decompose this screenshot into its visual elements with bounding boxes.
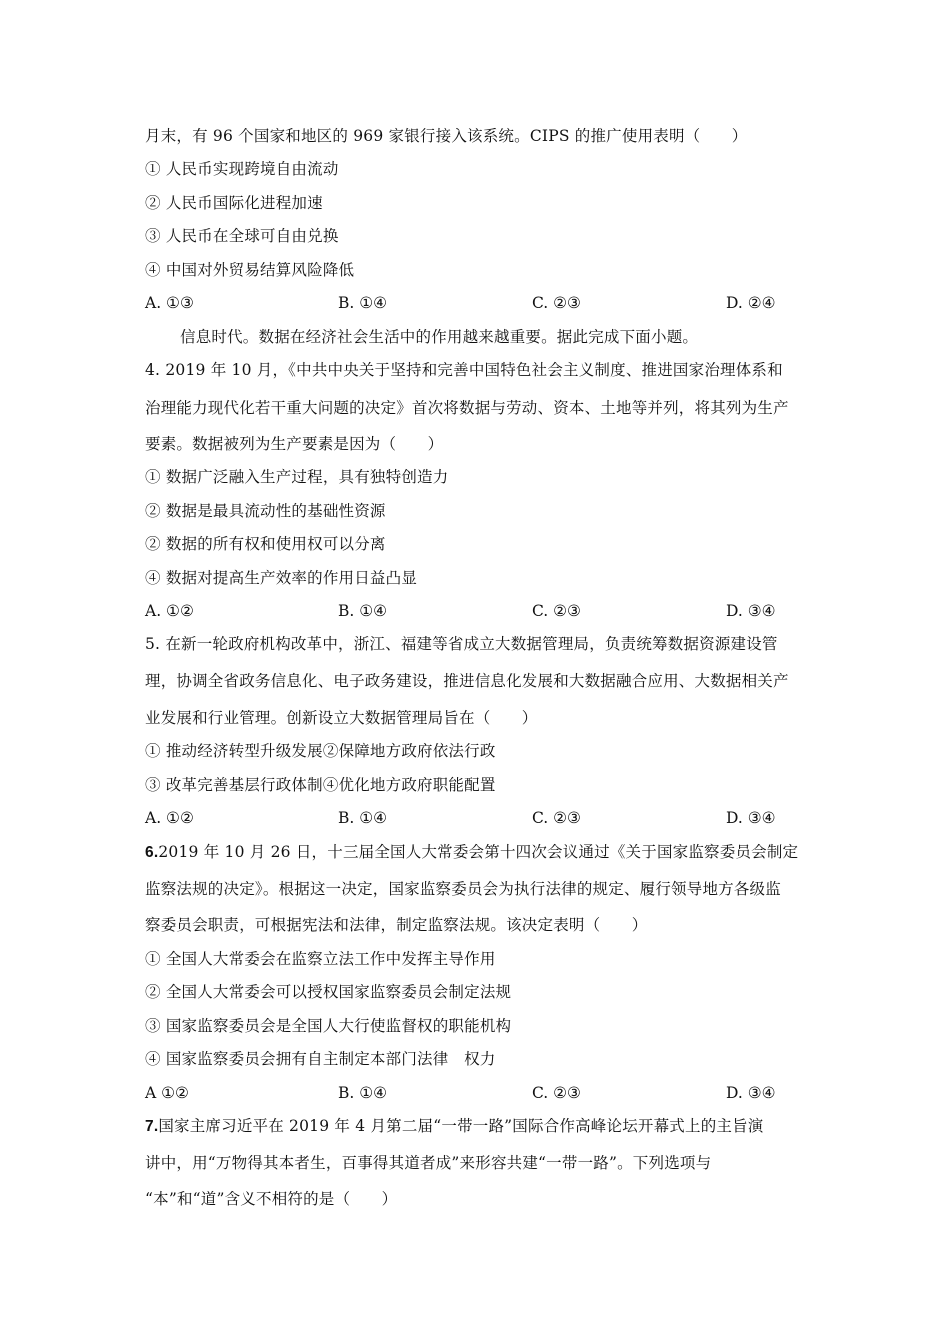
- q4-option-c: C. ②③: [532, 602, 581, 620]
- q7-number: 7.: [145, 1118, 159, 1135]
- q3-stem-line: 月末，有 96 个国家和地区的 969 家银行接入该系统。CIPS 的推广使用表明（ ）: [145, 127, 748, 145]
- q3-item-3: ③ 人民币在全球可自由兑换: [145, 227, 339, 245]
- q6-item-2: ② 全国人大常委会可以授权国家监察委员会制定法规: [145, 983, 512, 1001]
- q5-option-c: C. ②③: [532, 809, 581, 827]
- q6-item-3: ③ 国家监察委员会是全国人大行使监督权的职能机构: [145, 1017, 512, 1035]
- q6-options: [145, 1082, 805, 1104]
- q5-stem-line-2: 理，协调全省政务信息化、电子政务建设，推进信息化发展和大数据融合应用、大数据相关产: [145, 672, 789, 690]
- q3-item-1: ① 人民币实现跨境自由流动: [145, 160, 339, 178]
- q5-option-d: D. ③④: [726, 809, 776, 827]
- q4-option-a: A. ①②: [145, 602, 194, 620]
- q4-item-4: ④ 数据对提高生产效率的作用日益凸显: [145, 569, 418, 587]
- q4-stem-line-3: 要素。数据被列为生产要素是因为（ ）: [145, 435, 444, 453]
- q5-item-2: ③ 改革完善基层行政体制④优化地方政府职能配置: [145, 776, 496, 794]
- q6-stem-line-2: 监察法规的决定》。根据这一决定，国家监察委员会为执行法律的规定、履行领导地方各级监: [145, 880, 781, 898]
- q4-options: [145, 600, 805, 622]
- q7-stem-line-2: 讲中，用“万物得其本者生，百事得其道者成”来形容共建“一带一路”。下列选项与: [145, 1154, 712, 1172]
- q4-stem-line-2: 治理能力现代化若干重大问题的决定》首次将数据与劳动、资本、土地等并列，将其列为生产: [145, 399, 789, 417]
- q4-stem-line-1: 4. 2019 年 10 月，《中共中央关于坚持和完善中国特色社会主义制度、推进国家治理体系和: [145, 361, 783, 379]
- q3-options: [145, 292, 805, 314]
- q7-stem-line-3: “本”和“道”含义不相符的是（ ）: [145, 1190, 398, 1208]
- q4-item-3: ② 数据的所有权和使用权可以分离: [145, 535, 386, 553]
- q5-stem-line-1: 5. 在新一轮政府机构改革中，浙江、福建等省成立大数据管理局，负责统筹数据资源建设管: [145, 635, 778, 653]
- q3-option-c: C. ②③: [532, 294, 581, 312]
- q4-option-b: B. ①④: [338, 602, 388, 620]
- q6-stem-line-1: [145, 841, 798, 864]
- q6-stem-line-3: 察委员会职责，可根据宪法和法律，制定监察法规。该决定表明（ ）: [145, 916, 648, 934]
- q6-number: 6.: [145, 844, 159, 861]
- q6-option-b: B. ①④: [338, 1084, 388, 1102]
- q7-stem-line-1: [145, 1115, 764, 1138]
- q4-option-d: D. ③④: [726, 602, 776, 620]
- q6-option-a: A ①②: [145, 1084, 189, 1102]
- q6-option-c: C. ②③: [532, 1084, 581, 1102]
- q3-option-a: A. ①③: [145, 294, 194, 312]
- q5-option-b: B. ①④: [338, 809, 388, 827]
- q5-option-a: A. ①②: [145, 809, 194, 827]
- q6-option-d: D. ③④: [726, 1084, 776, 1102]
- q3-option-d: D. ②④: [726, 294, 776, 312]
- q6-item-4: ④ 国家监察委员会拥有自主制定本部门法律 权力: [145, 1050, 496, 1068]
- q7-stem-first: 国家主席习近平在 2019 年 4 月第二届“一带一路”国际合作高峰论坛开幕式上的主旨演: [158, 1117, 764, 1135]
- q4-item-2: ② 数据是最具流动性的基础性资源: [145, 502, 386, 520]
- q3-item-2: ② 人民币国际化进程加速: [145, 194, 323, 212]
- q6-item-1: ① 全国人大常委会在监察立法工作中发挥主导作用: [145, 950, 496, 968]
- q4-item-1: ① 数据广泛融入生产过程，具有独特创造力: [145, 468, 449, 486]
- q3-option-b: B. ①④: [338, 294, 388, 312]
- q5-options: [145, 807, 805, 829]
- q6-stem-first: 2019 年 10 月 26 日，十三届全国人大常委会第十四次会议通过《关于国家监察委员会制定: [158, 843, 799, 861]
- q3-item-4: ④ 中国对外贸易结算风险降低: [145, 261, 355, 279]
- section-intro: 信息时代。数据在经济社会生活中的作用越来越重要。据此完成下面小题。: [180, 328, 699, 346]
- q5-item-1: ① 推动经济转型升级发展②保障地方政府依法行政: [145, 742, 496, 760]
- q5-stem-line-3: 业发展和行业管理。创新设立大数据管理局旨在（ ）: [145, 709, 538, 727]
